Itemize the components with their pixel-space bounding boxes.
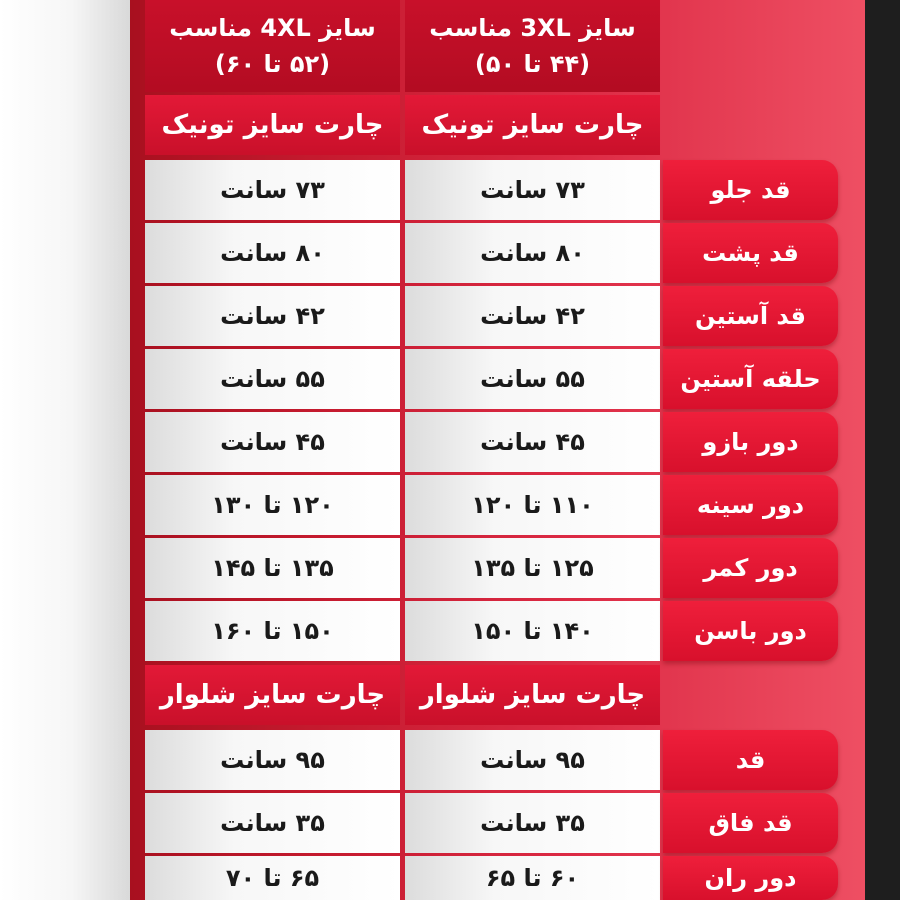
tunic-row-5-label: دور بازو — [663, 412, 838, 472]
pants-row-1-3xl: ۹۵ سانت — [405, 730, 660, 790]
size-header-3xl — [405, 0, 660, 92]
tunic-row-4-label: حلقه آستین — [663, 349, 838, 409]
tunic-row-2-4xl: ۸۰ سانت — [145, 223, 400, 283]
tunic-row-8-label: دور باسن — [663, 601, 838, 661]
tunic-row-6-4xl: ۱۲۰ تا ۱۳۰ — [145, 475, 400, 535]
tunic-row-7-label: دور کمر — [663, 538, 838, 598]
tunic-row-5-4xl: ۴۵ سانت — [145, 412, 400, 472]
tunic-row-1-label: قد جلو — [663, 160, 838, 220]
pants-header-4xl: چارت سایز شلوار — [145, 665, 400, 725]
left-background — [0, 0, 130, 900]
size-header-4xl-line1: سایز 4XL مناسب — [169, 14, 376, 42]
pants-row-2-4xl: ۳۵ سانت — [145, 793, 400, 853]
pants-row-1-label: قد — [663, 730, 838, 790]
tunic-row-3-4xl: ۴۲ سانت — [145, 286, 400, 346]
pants-row-2-3xl: ۳۵ سانت — [405, 793, 660, 853]
tunic-row-2-label: قد پشت — [663, 223, 838, 283]
tunic-header-4xl: چارت سایز تونیک — [145, 95, 400, 155]
size-header-3xl-line1: سایز 3XL مناسب — [429, 14, 636, 42]
tunic-row-4-3xl: ۵۵ سانت — [405, 349, 660, 409]
tunic-row-7-4xl: ۱۳۵ تا ۱۴۵ — [145, 538, 400, 598]
right-dark-edge — [865, 0, 900, 900]
size-header-4xl — [145, 0, 400, 92]
pants-row-3-4xl: ۶۵ تا ۷۰ — [145, 856, 400, 900]
pants-row-2-label: قد فاق — [663, 793, 838, 853]
tunic-row-3-3xl: ۴۲ سانت — [405, 286, 660, 346]
pants-row-1-4xl: ۹۵ سانت — [145, 730, 400, 790]
size-header-4xl-line2: (۵۲ تا ۶۰) — [214, 50, 331, 78]
tunic-row-1-4xl: ۷۳ سانت — [145, 160, 400, 220]
tunic-header-3xl: چارت سایز تونیک — [405, 95, 660, 155]
tunic-row-3-label: قد آستین — [663, 286, 838, 346]
tunic-row-8-3xl: ۱۴۰ تا ۱۵۰ — [405, 601, 660, 661]
tunic-row-6-3xl: ۱۱۰ تا ۱۲۰ — [405, 475, 660, 535]
tunic-row-5-3xl: ۴۵ سانت — [405, 412, 660, 472]
tunic-row-6-label: دور سینه — [663, 475, 838, 535]
tunic-row-2-3xl: ۸۰ سانت — [405, 223, 660, 283]
pants-header-3xl: چارت سایز شلوار — [405, 665, 660, 725]
tunic-row-7-3xl: ۱۲۵ تا ۱۳۵ — [405, 538, 660, 598]
size-header-3xl-line2: (۴۴ تا ۵۰) — [474, 50, 591, 78]
tunic-row-8-4xl: ۱۵۰ تا ۱۶۰ — [145, 601, 400, 661]
tunic-row-1-3xl: ۷۳ سانت — [405, 160, 660, 220]
pants-row-3-label: دور ران — [663, 856, 838, 900]
pants-row-3-3xl: ۶۰ تا ۶۵ — [405, 856, 660, 900]
tunic-row-4-4xl: ۵۵ سانت — [145, 349, 400, 409]
